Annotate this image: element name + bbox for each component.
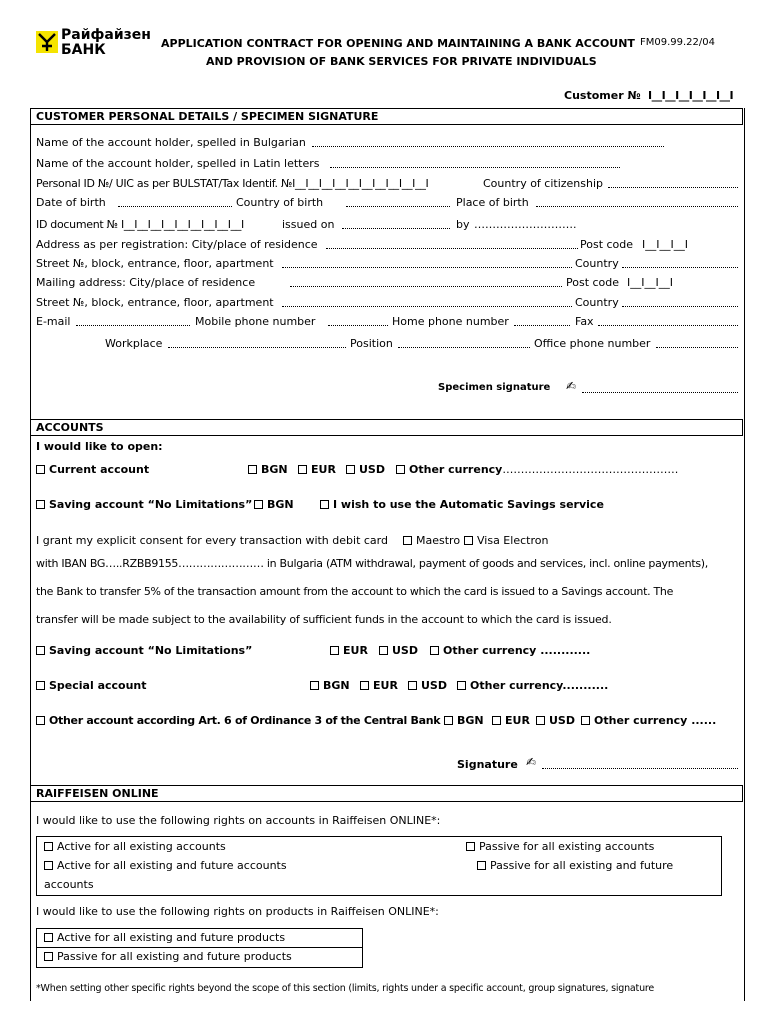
other-currency-field[interactable]: ............ — [540, 644, 591, 657]
special-account-option[interactable] — [36, 679, 147, 692]
mail-post-code-label: Post code — [566, 276, 620, 289]
active-existing-accounts-option[interactable] — [44, 840, 226, 853]
position-label: Position — [350, 337, 393, 350]
current-account-label: Current account — [49, 463, 150, 476]
visa-option[interactable] — [464, 534, 548, 547]
mail-street-field[interactable] — [282, 297, 572, 307]
customer-number-label: Customer № — [564, 89, 641, 102]
logo-text-line2: БАНК — [61, 42, 106, 58]
currency-label: BGN — [267, 498, 294, 511]
signature-label: Signature — [457, 758, 518, 771]
option-label: Active for all existing accounts — [57, 840, 226, 853]
workplace-field[interactable] — [168, 338, 346, 348]
customer-number-field[interactable]: I__I__I__I__I__I__I — [648, 89, 734, 102]
mail-street-label: Street №, block, entrance, floor, apartment — [36, 296, 274, 309]
accounts-header — [30, 419, 743, 436]
checkbox[interactable] — [44, 842, 53, 851]
saving-other-option[interactable] — [430, 644, 590, 657]
online-products-intro: I would like to use the following rights on products in Raiffeisen ONLINE*: — [36, 905, 439, 918]
checkbox[interactable] — [330, 646, 339, 655]
checkbox[interactable] — [492, 716, 501, 725]
accounts-wrap-text: accounts — [44, 878, 94, 891]
currency-label: EUR — [373, 679, 398, 692]
special-usd-option[interactable] — [408, 679, 447, 692]
workplace-label: Workplace — [105, 337, 163, 350]
street-field[interactable] — [282, 258, 572, 268]
name-bulgarian-field[interactable] — [312, 137, 664, 147]
home-phone-field[interactable] — [514, 316, 570, 326]
current-bgn-option[interactable] — [248, 463, 288, 476]
maestro-option[interactable] — [403, 534, 460, 547]
checkbox[interactable] — [430, 646, 439, 655]
other-eur-option[interactable] — [492, 714, 530, 727]
checkbox[interactable] — [36, 465, 45, 474]
visa-label: Visa Electron — [477, 534, 549, 547]
currency-label: USD — [549, 714, 575, 727]
auto-savings-label: I wish to use the Automatic Savings service — [333, 498, 604, 511]
passive-future-accounts-option[interactable] — [477, 859, 673, 872]
post-code-field[interactable]: I__I__I__I — [642, 238, 688, 251]
bank-logo — [36, 28, 160, 62]
checkbox[interactable] — [464, 536, 473, 545]
currency-label: BGN — [323, 679, 350, 692]
personal-details-header — [30, 108, 743, 125]
currency-label: Other currency — [409, 463, 503, 476]
date-of-birth-label: Date of birth — [36, 196, 106, 209]
checkbox[interactable] — [403, 536, 412, 545]
option-label: Active for all existing and future accounts — [57, 859, 287, 872]
special-other-option[interactable] — [457, 679, 608, 692]
fax-label: Fax — [575, 315, 594, 328]
reg-address-label: Address as per registration: City/place of residence — [36, 238, 318, 251]
auto-savings-option[interactable] — [320, 498, 604, 511]
issued-by-label: by — [456, 218, 470, 231]
place-of-birth-label: Place of birth — [456, 196, 529, 209]
current-other-option[interactable] — [396, 463, 678, 476]
currency-label: USD — [392, 644, 418, 657]
street-label: Street №, block, entrance, floor, apartment — [36, 257, 274, 270]
saving-bgn-account-option[interactable] — [36, 498, 252, 511]
issued-on-label: issued on — [282, 218, 335, 231]
id-document-label[interactable]: ID document № I__I__I__I__I__I__I__I__I__I — [36, 218, 244, 231]
country-field[interactable] — [622, 258, 738, 268]
current-account-option[interactable] — [36, 463, 149, 476]
other-other-option[interactable] — [581, 714, 716, 727]
other-usd-option[interactable] — [536, 714, 575, 727]
other-bgn-option[interactable] — [444, 714, 484, 727]
page-title-line1: APPLICATION CONTRACT FOR OPENING AND MAINTAINING A BANK ACCOUNT — [161, 37, 635, 50]
other-currency-field[interactable]: ...... — [691, 714, 717, 727]
open-intro: I would like to open: — [36, 440, 163, 453]
country-of-birth-field[interactable] — [346, 197, 450, 207]
office-phone-label: Office phone number — [534, 337, 651, 350]
home-phone-label: Home phone number — [392, 315, 509, 328]
checkbox[interactable] — [36, 500, 45, 509]
name-bulgarian-label: Name of the account holder, spelled in Bulgarian — [36, 136, 306, 149]
email-label: E-mail — [36, 315, 71, 328]
country-of-birth-label: Country of birth — [236, 196, 324, 209]
issued-by-field[interactable]: ………………………. — [474, 218, 577, 231]
form-code: FM09.99.22/04 — [640, 37, 716, 48]
place-of-birth-field[interactable] — [536, 197, 738, 207]
section-title: CUSTOMER PERSONAL DETAILS / SPECIMEN SIGNATURE — [36, 110, 379, 123]
issued-on-field[interactable] — [342, 219, 450, 229]
country-label: Country — [575, 257, 619, 270]
date-of-birth-field[interactable] — [118, 197, 232, 207]
office-phone-field[interactable] — [656, 338, 738, 348]
option-label: Passive for all existing accounts — [479, 840, 655, 853]
active-future-accounts-option[interactable] — [44, 859, 287, 872]
section-divider — [30, 435, 743, 436]
checkbox[interactable] — [581, 716, 590, 725]
saving-account-label: Saving account “No Limitations” — [49, 644, 253, 657]
consent-text: I grant my explicit consent for every transaction with debit card — [36, 534, 388, 547]
consent-line-2: with IBAN BG…..RZBB9155…………………… in Bulgaria (ATM withdrawal, payment of goods and services, incl. online payments), — [36, 557, 708, 570]
option-label: Passive for all existing and future products — [57, 950, 292, 963]
mailing-address-field[interactable] — [290, 277, 562, 287]
mobile-label: Mobile phone number — [195, 315, 316, 328]
footnote: *When setting other specific rights beyond the scope of this section (limits, rights under a specific account, group signatures, signature — [36, 983, 655, 994]
checkbox[interactable] — [457, 681, 466, 690]
checkbox[interactable] — [310, 681, 319, 690]
saving-usd-option[interactable] — [379, 644, 418, 657]
mail-country-label: Country — [575, 296, 619, 309]
personal-id-label[interactable]: Personal ID №/ UIC as per BULSTAT/Tax Identif. №I__I__I__I__I__I__I__I__I__I__I — [36, 177, 429, 190]
specimen-signature-label: Specimen signature — [438, 382, 551, 393]
citizenship-field[interactable] — [608, 178, 738, 188]
saving-bgn-option[interactable] — [254, 498, 294, 511]
section-divider — [30, 801, 743, 802]
currency-label: EUR — [343, 644, 368, 657]
passive-existing-accounts-option[interactable] — [466, 840, 654, 853]
position-field[interactable] — [398, 338, 530, 348]
online-header — [30, 785, 743, 802]
name-latin-field[interactable] — [330, 158, 620, 168]
currency-label: BGN — [457, 714, 484, 727]
option-label: Passive for all existing and future — [490, 859, 674, 872]
section-title: ACCOUNTS — [36, 421, 104, 434]
current-usd-option[interactable] — [346, 463, 385, 476]
currency-label: BGN — [261, 463, 288, 476]
checkbox[interactable] — [346, 465, 355, 474]
currency-label: USD — [359, 463, 385, 476]
checkbox[interactable] — [320, 500, 329, 509]
special-account-label: Special account — [49, 679, 147, 692]
current-eur-option[interactable] — [298, 463, 336, 476]
currency-label: USD — [421, 679, 447, 692]
special-bgn-option[interactable] — [310, 679, 350, 692]
consent-line-3: the Bank to transfer 5% of the transaction amount from the account to which the card is issued to a Savings account. The — [36, 585, 674, 598]
currency-label: Other currency — [594, 714, 688, 727]
accounts-signature-field[interactable] — [542, 759, 738, 769]
mailing-address-label: Mailing address: City/place of residence — [36, 276, 256, 289]
currency-label: EUR — [505, 714, 530, 727]
mail-post-code-field[interactable]: I__I__I__I — [627, 276, 673, 289]
section-title: RAIFFEISEN ONLINE — [36, 787, 159, 800]
pen-icon: ✍ — [526, 755, 537, 769]
checkbox[interactable] — [379, 646, 388, 655]
other-account-label: Other account according Art. 6 of Ordinance 3 of the Central Bank — [49, 714, 441, 727]
pen-icon: ✍ — [566, 379, 577, 393]
checkbox[interactable] — [360, 681, 369, 690]
products-box-divider — [36, 947, 363, 948]
special-eur-option[interactable] — [360, 679, 398, 692]
other-currency-field[interactable]: ........... — [562, 679, 609, 692]
saving-fx-account-option[interactable] — [36, 644, 252, 657]
checkbox[interactable] — [36, 646, 45, 655]
passive-products-option[interactable] — [44, 950, 292, 963]
consent-line-4: transfer will be made subject to the availability of sufficient funds in the account to which the card is issued. — [36, 613, 612, 626]
checkbox[interactable] — [298, 465, 307, 474]
checkbox[interactable] — [44, 861, 53, 870]
raiffeisen-gable-cross-icon — [36, 31, 58, 53]
page-title-line2: AND PROVISION OF BANK SERVICES FOR PRIVATE INDIVIDUALS — [206, 55, 597, 68]
fax-field[interactable] — [598, 316, 738, 326]
mail-country-field[interactable] — [622, 297, 738, 307]
checkbox[interactable] — [536, 716, 545, 725]
checkbox[interactable] — [444, 716, 453, 725]
checkbox[interactable] — [254, 500, 263, 509]
name-latin-label: Name of the account holder, spelled in Latin letters — [36, 157, 320, 170]
saving-account-label: Saving account “No Limitations” — [49, 498, 253, 511]
mobile-field[interactable] — [328, 316, 388, 326]
currency-label: EUR — [311, 463, 336, 476]
checkbox[interactable] — [44, 933, 53, 942]
checkbox[interactable] — [408, 681, 417, 690]
specimen-signature-field[interactable] — [582, 383, 738, 393]
saving-eur-option[interactable] — [330, 644, 368, 657]
online-accounts-intro: I would like to use the following rights on accounts in Raiffeisen ONLINE*: — [36, 814, 441, 827]
logo-text-line1: Райфайзен — [61, 27, 151, 43]
citizenship-label: Country of citizenship — [483, 177, 604, 190]
currency-label: Other currency — [443, 644, 537, 657]
other-account-option[interactable] — [36, 714, 440, 727]
checkbox[interactable] — [248, 465, 257, 474]
option-label: Active for all existing and future products — [57, 931, 286, 944]
checkbox[interactable] — [44, 952, 53, 961]
checkbox[interactable] — [396, 465, 405, 474]
reg-address-field[interactable] — [326, 239, 578, 249]
email-field[interactable] — [76, 316, 190, 326]
maestro-label: Maestro — [416, 534, 461, 547]
checkbox[interactable] — [477, 861, 486, 870]
checkbox[interactable] — [36, 716, 45, 725]
checkbox[interactable] — [36, 681, 45, 690]
currency-label: Other currency — [470, 679, 563, 692]
checkbox[interactable] — [466, 842, 475, 851]
active-products-option[interactable] — [44, 931, 285, 944]
other-currency-field[interactable]: ………………………………………… — [502, 463, 679, 476]
post-code-label: Post code — [580, 238, 634, 251]
